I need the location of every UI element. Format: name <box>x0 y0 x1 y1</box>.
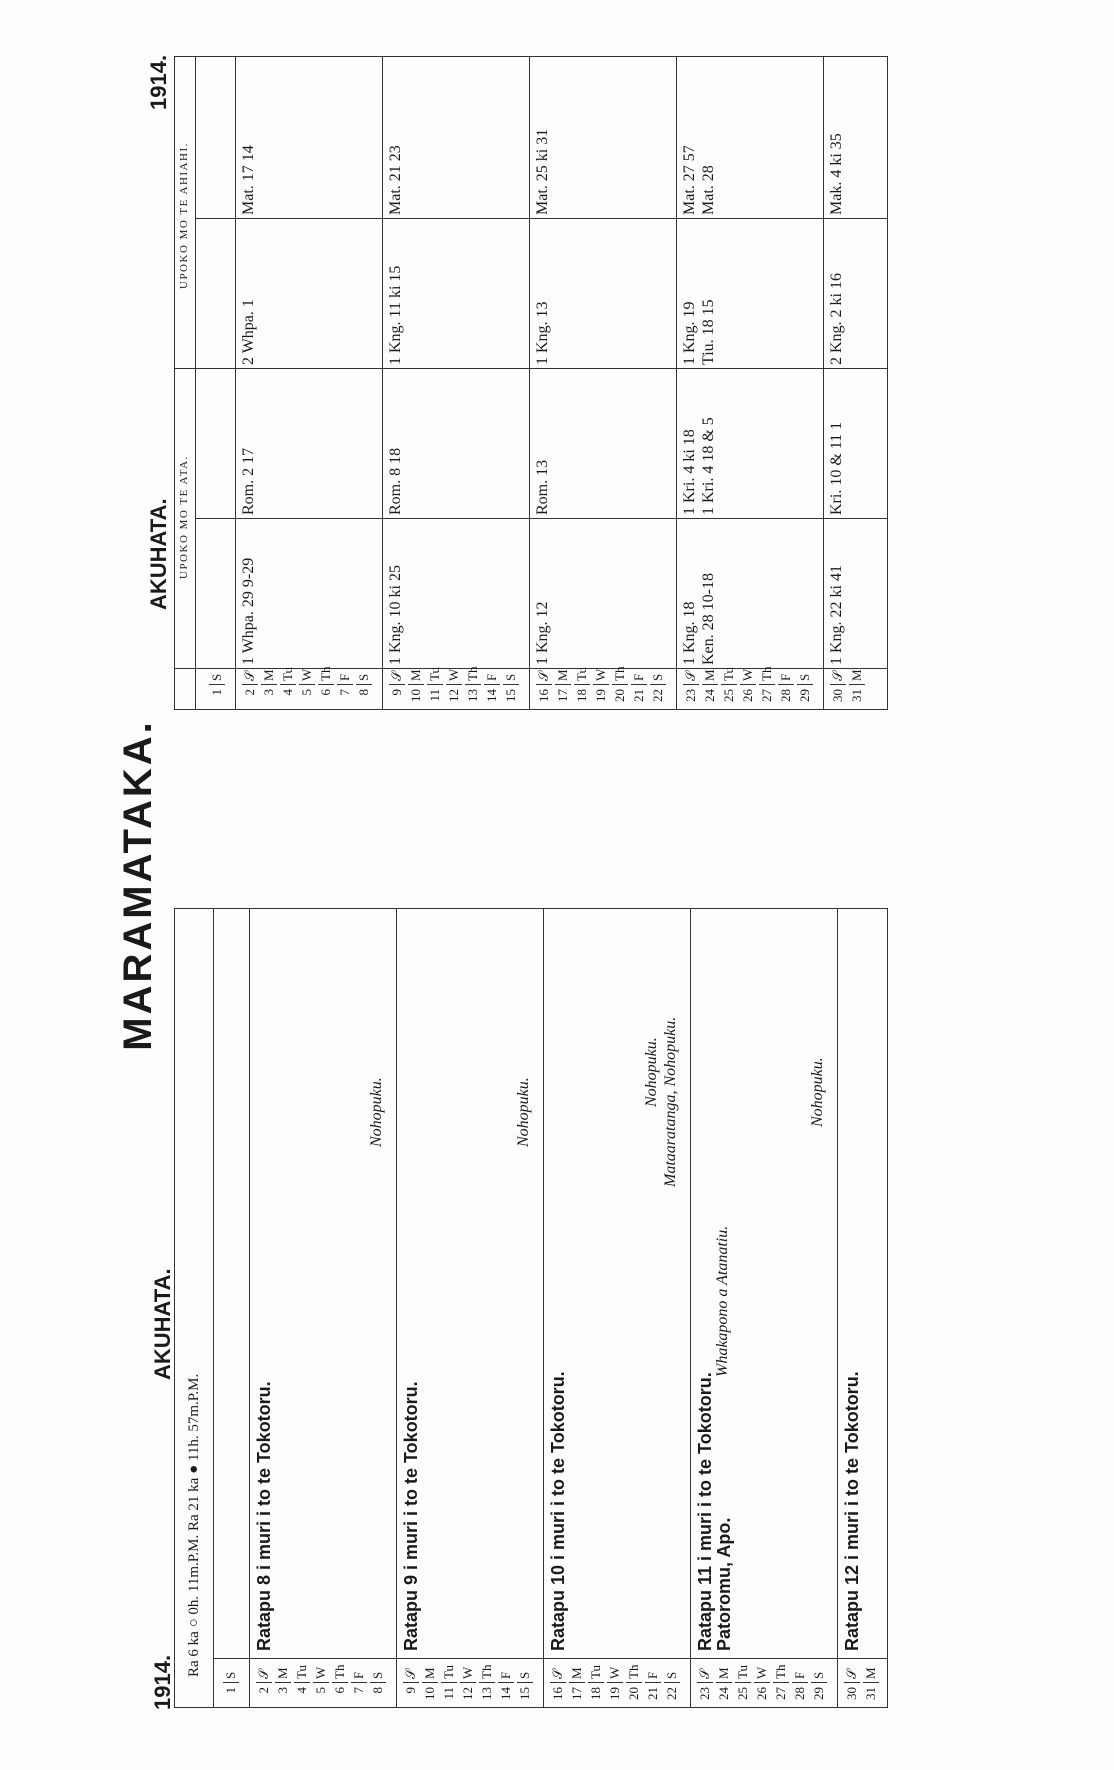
day-row <box>223 1663 241 1707</box>
reading-cell: 1 Kng. 22 ki 41 <box>828 565 845 665</box>
weekday-letter: 𝒮 <box>683 665 699 685</box>
day-number: 11 <box>427 689 442 702</box>
day-row <box>797 665 815 709</box>
day-number: 31 <box>863 1687 878 1700</box>
weekday-letter: F <box>351 1663 367 1683</box>
weekday-letter: W <box>593 665 609 685</box>
reading-cell: 1 Kri. 4 18 & 5 <box>700 417 717 515</box>
weekday-letter: W <box>460 1663 476 1683</box>
day-row <box>716 1663 734 1707</box>
day-number: 7 <box>337 689 352 696</box>
weekday-letter: Tu <box>588 1663 604 1683</box>
day-row <box>280 665 298 709</box>
right-month-heading: AKUHATA. <box>146 498 171 610</box>
day-number: 19 <box>593 689 608 702</box>
reading-cell: 1 Kng. 13 <box>534 301 551 365</box>
reading-cell: Kri. 10 & 11 1 <box>828 421 845 515</box>
day-number: 13 <box>465 689 480 702</box>
weekday-letter: M <box>261 665 277 685</box>
page-title: MARAMATAKA. <box>116 719 160 1051</box>
day-number: 19 <box>607 1687 622 1700</box>
day-number: 18 <box>588 1687 603 1700</box>
reading-cell: 2 Whpa. 1 <box>240 299 257 365</box>
calendar-entry: Whakapono a Atanatiu. <box>714 1225 731 1377</box>
weekday-letter: 𝒮 <box>389 665 405 685</box>
day-row <box>294 1663 312 1707</box>
day-row <box>792 1663 810 1707</box>
day-row <box>261 665 279 709</box>
reading-cell: Rom. 13 <box>534 459 551 515</box>
weekday-letter: 𝒮 <box>242 665 258 685</box>
day-number: 16 <box>550 1687 565 1700</box>
reading-cell: 1 Kng. 11 ki 15 <box>387 265 404 365</box>
day-number: 1 <box>223 1687 238 1694</box>
day-row <box>607 1663 625 1707</box>
day-number: 2 <box>256 1687 271 1694</box>
reading-cell: 1 Kng. 10 ki 25 <box>387 565 404 665</box>
weekday-letter: Tu <box>574 665 590 685</box>
day-number: 10 <box>422 1687 437 1700</box>
reading-cell: Mat. 28 <box>700 165 717 215</box>
day-number: 15 <box>503 689 518 702</box>
calendar-entry: Nohopuku. <box>643 1037 660 1107</box>
reading-cell: Mat. 25 ki 31 <box>534 128 551 215</box>
day-row <box>318 665 336 709</box>
weekday-letter: M <box>702 665 718 685</box>
day-row <box>721 665 739 709</box>
weekday-letter: M <box>863 1663 879 1683</box>
weekday-letter: M <box>408 665 424 685</box>
morning-divider <box>195 518 887 519</box>
reading-cell: Ken. 28 10-18 <box>700 573 717 665</box>
day-row <box>275 1663 293 1707</box>
day-row <box>503 665 521 709</box>
day-row <box>256 1663 274 1707</box>
weekday-letter: Th <box>318 665 334 685</box>
day-row <box>441 1663 459 1707</box>
calendar-entry: Ratapu 8 i muri i to te Tokotoru. <box>254 1381 274 1651</box>
day-row <box>697 1663 715 1707</box>
weekday-letter: M <box>555 665 571 685</box>
middle-divider <box>175 368 887 369</box>
day-row <box>536 665 554 709</box>
day-number: 12 <box>446 689 461 702</box>
left-year: 1914. <box>150 1654 175 1710</box>
reading-cell: Mak. 4 ki 35 <box>828 133 845 215</box>
day-number: 3 <box>275 1687 290 1694</box>
week-rule <box>529 57 530 709</box>
day-number: 20 <box>626 1687 641 1700</box>
day-number: 7 <box>351 1687 366 1694</box>
weekday-letter: S <box>209 665 225 685</box>
weekday-letter: W <box>313 1663 329 1683</box>
calendar-entry: Patoromu, Apo. <box>714 1517 734 1651</box>
day-row <box>299 665 317 709</box>
day-number: 4 <box>280 689 295 696</box>
day-row <box>465 665 483 709</box>
day-number: 31 <box>849 689 864 702</box>
day-number: 12 <box>460 1687 475 1700</box>
right-year: 1914. <box>146 54 171 110</box>
weekday-letter: Th <box>465 665 481 685</box>
day-number: 10 <box>408 689 423 702</box>
weekday-letter: Tu <box>427 665 443 685</box>
weekday-letter: Tu <box>735 1663 751 1683</box>
weekday-letter: W <box>754 1663 770 1683</box>
day-row <box>242 665 260 709</box>
calendar-entry: Nohopuku. <box>368 1077 385 1147</box>
day-number: 23 <box>683 689 698 702</box>
day-number: 20 <box>612 689 627 702</box>
day-number: 17 <box>555 689 570 702</box>
day-number: 28 <box>778 689 793 702</box>
day-row <box>626 1663 644 1707</box>
day-row <box>849 665 867 709</box>
calendar-entry: Ratapu 12 i muri i to te Tokotoru. <box>842 1371 862 1651</box>
day-row <box>569 1663 587 1707</box>
day-number: 24 <box>716 1687 731 1700</box>
week-rule <box>823 57 824 709</box>
day-number: 26 <box>754 1687 769 1700</box>
day-number: 24 <box>702 689 717 702</box>
day-number: 28 <box>792 1687 807 1700</box>
day-row <box>209 665 227 709</box>
day-number: 30 <box>830 689 845 702</box>
day-number: 22 <box>664 1687 679 1700</box>
reading-cell: 1 Kng. 18 <box>681 601 698 665</box>
day-number: 1 <box>209 689 224 696</box>
calendar-entry: Mataaratanga, Nohopuku. <box>662 1016 679 1187</box>
day-number: 2 <box>242 689 257 696</box>
weekday-letter: 𝒮 <box>536 665 552 685</box>
weekday-letter: W <box>607 1663 623 1683</box>
day-row <box>479 1663 497 1707</box>
left-calendar-table <box>174 908 888 1708</box>
day-number: 16 <box>536 689 551 702</box>
reading-cell: Rom. 2 17 <box>240 447 257 515</box>
day-row <box>735 1663 753 1707</box>
week-rule <box>249 909 250 1707</box>
day-number: 22 <box>650 689 665 702</box>
day-row <box>773 1663 791 1707</box>
weekday-letter: F <box>792 1663 808 1683</box>
weekday-letter: M <box>275 1663 291 1683</box>
day-row <box>588 1663 606 1707</box>
weekday-letter: Tu <box>294 1663 310 1683</box>
day-row <box>759 665 777 709</box>
day-row <box>811 1663 829 1707</box>
day-number: 5 <box>299 689 314 696</box>
day-number: 13 <box>479 1687 494 1700</box>
week-rule <box>690 909 691 1707</box>
day-row <box>403 1663 421 1707</box>
day-number: 29 <box>797 689 812 702</box>
weekday-letter: S <box>503 665 519 685</box>
day-row <box>498 1663 516 1707</box>
day-row <box>650 665 668 709</box>
evening-divider <box>195 218 887 219</box>
calendar-entry: Ratapu 10 i muri i to te Tokotoru. <box>548 1371 568 1651</box>
weekday-letter: W <box>446 665 462 685</box>
weekday-letter: 𝒮 <box>830 665 846 685</box>
reading-cell: 1 Kng. 19 <box>681 301 698 365</box>
weekday-letter: F <box>484 665 500 685</box>
day-row <box>427 665 445 709</box>
calendar-entry: Nohopuku. <box>809 1057 826 1127</box>
weekday-letter: 𝒮 <box>697 1663 713 1683</box>
reading-cell: Mat. 21 23 <box>387 145 404 215</box>
day-row <box>754 1663 772 1707</box>
day-number: 9 <box>403 1687 418 1694</box>
day-number: 3 <box>261 689 276 696</box>
day-number: 14 <box>498 1687 513 1700</box>
weekday-letter: Tu <box>721 665 737 685</box>
day-number: 27 <box>759 689 774 702</box>
reading-cell: Mat. 27 57 <box>681 145 698 215</box>
day-row <box>555 665 573 709</box>
day-number: 6 <box>332 1687 347 1694</box>
day-row <box>574 665 592 709</box>
weekday-letter: M <box>849 665 865 685</box>
weekday-letter: Th <box>612 665 628 685</box>
day-row <box>830 665 848 709</box>
day-number: 5 <box>313 1687 328 1694</box>
weekday-letter: Th <box>332 1663 348 1683</box>
day-number: 30 <box>844 1687 859 1700</box>
reading-cell: Mat. 17 14 <box>240 145 257 215</box>
day-row <box>422 1663 440 1707</box>
day-number: 14 <box>484 689 499 702</box>
week-rule <box>676 57 677 709</box>
weekday-letter: M <box>422 1663 438 1683</box>
day-number: 23 <box>697 1687 712 1700</box>
day-number: 6 <box>318 689 333 696</box>
moon-phases: Ra 6 ka ○ 0h. 11m.P.M. Ra 21 ka ● 11h. 57m.P.M. <box>175 909 214 1707</box>
weekday-letter: Tu <box>280 665 296 685</box>
col-morning: UPOKO MO TE ATA. <box>178 455 190 579</box>
day-number: 15 <box>517 1687 532 1700</box>
week-rule <box>543 909 544 1707</box>
weekday-letter: M <box>569 1663 585 1683</box>
calendar-entry: Nohopuku. <box>515 1077 532 1147</box>
day-number: 25 <box>735 1687 750 1700</box>
weekday-letter: W <box>299 665 315 685</box>
weekday-letter: S <box>650 665 666 685</box>
day-row <box>460 1663 478 1707</box>
day-row <box>863 1663 881 1707</box>
day-row <box>337 665 355 709</box>
weekday-letter: S <box>370 1663 386 1683</box>
day-row <box>740 665 758 709</box>
day-row <box>332 1663 350 1707</box>
day-row <box>702 665 720 709</box>
day-number: 4 <box>294 1687 309 1694</box>
day-number: 21 <box>645 1687 660 1700</box>
weekday-letter: Th <box>626 1663 642 1683</box>
weekday-letter: W <box>740 665 756 685</box>
week-rule <box>396 909 397 1707</box>
day-number: 25 <box>721 689 736 702</box>
reading-cell: 2 Kng. 2 ki 16 <box>828 273 845 365</box>
day-row <box>593 665 611 709</box>
weekday-letter: 𝒮 <box>256 1663 272 1683</box>
week-rule <box>382 57 383 709</box>
day-row <box>645 1663 663 1707</box>
day-row <box>550 1663 568 1707</box>
week-rule <box>837 909 838 1707</box>
day-number: 26 <box>740 689 755 702</box>
weekday-letter: F <box>337 665 353 685</box>
day-row <box>844 1663 862 1707</box>
week-rule <box>235 57 236 709</box>
day-row <box>446 665 464 709</box>
weekday-letter: Th <box>479 1663 495 1683</box>
day-row <box>389 665 407 709</box>
weekday-letter: S <box>797 665 813 685</box>
reading-cell: 1 Whpa. 29 9-29 <box>240 557 257 665</box>
weekday-letter: F <box>645 1663 661 1683</box>
weekday-letter: S <box>811 1663 827 1683</box>
day-row <box>351 1663 369 1707</box>
day-number: 29 <box>811 1687 826 1700</box>
weekday-letter: 𝒮 <box>844 1663 860 1683</box>
reading-cell: 1 Kri. 4 ki 18 <box>681 429 698 515</box>
weekday-letter: S <box>517 1663 533 1683</box>
weekday-letter: F <box>631 665 647 685</box>
day-row <box>683 665 701 709</box>
weekday-letter: M <box>716 1663 732 1683</box>
day-row <box>631 665 649 709</box>
reading-cell: Rom. 8 18 <box>387 447 404 515</box>
day-row <box>517 1663 535 1707</box>
day-number: 9 <box>389 689 404 696</box>
day-number: 17 <box>569 1687 584 1700</box>
day-number: 27 <box>773 1687 788 1700</box>
day-row <box>612 665 630 709</box>
day-number: 8 <box>356 689 371 696</box>
calendar-entry: Ratapu 9 i muri i to te Tokotoru. <box>401 1381 421 1651</box>
day-number: 18 <box>574 689 589 702</box>
weekday-letter: Tu <box>441 1663 457 1683</box>
header-rule <box>195 57 196 709</box>
weekday-letter: 𝒮 <box>403 1663 419 1683</box>
day-row <box>408 665 426 709</box>
weekday-letter: S <box>664 1663 680 1683</box>
weekday-letter: S <box>356 665 372 685</box>
day-row <box>664 1663 682 1707</box>
left-day-column-divider <box>213 1658 887 1659</box>
weekday-letter: F <box>498 1663 514 1683</box>
calendar-entry: Ratapu 11 i muri i to te Tokotoru. <box>695 1372 715 1651</box>
col-evening: UPOKO MO TE AHIAHI. <box>178 142 190 289</box>
day-number: 11 <box>441 1687 456 1700</box>
weekday-letter: S <box>223 1663 239 1683</box>
day-row <box>313 1663 331 1707</box>
day-row <box>778 665 796 709</box>
day-row <box>356 665 374 709</box>
weekday-letter: F <box>778 665 794 685</box>
left-month-heading: AKUHATA. <box>150 1268 175 1380</box>
weekday-letter: Th <box>759 665 775 685</box>
day-number: 21 <box>631 689 646 702</box>
day-row <box>370 1663 388 1707</box>
day-row <box>484 665 502 709</box>
weekday-letter: Th <box>773 1663 789 1683</box>
weekday-letter: 𝒮 <box>550 1663 566 1683</box>
day-number: 8 <box>370 1687 385 1694</box>
right-readings-table <box>174 56 888 710</box>
reading-cell: Tiu. 18 15 <box>700 299 717 365</box>
reading-cell: 1 Kng. 12 <box>534 601 551 665</box>
